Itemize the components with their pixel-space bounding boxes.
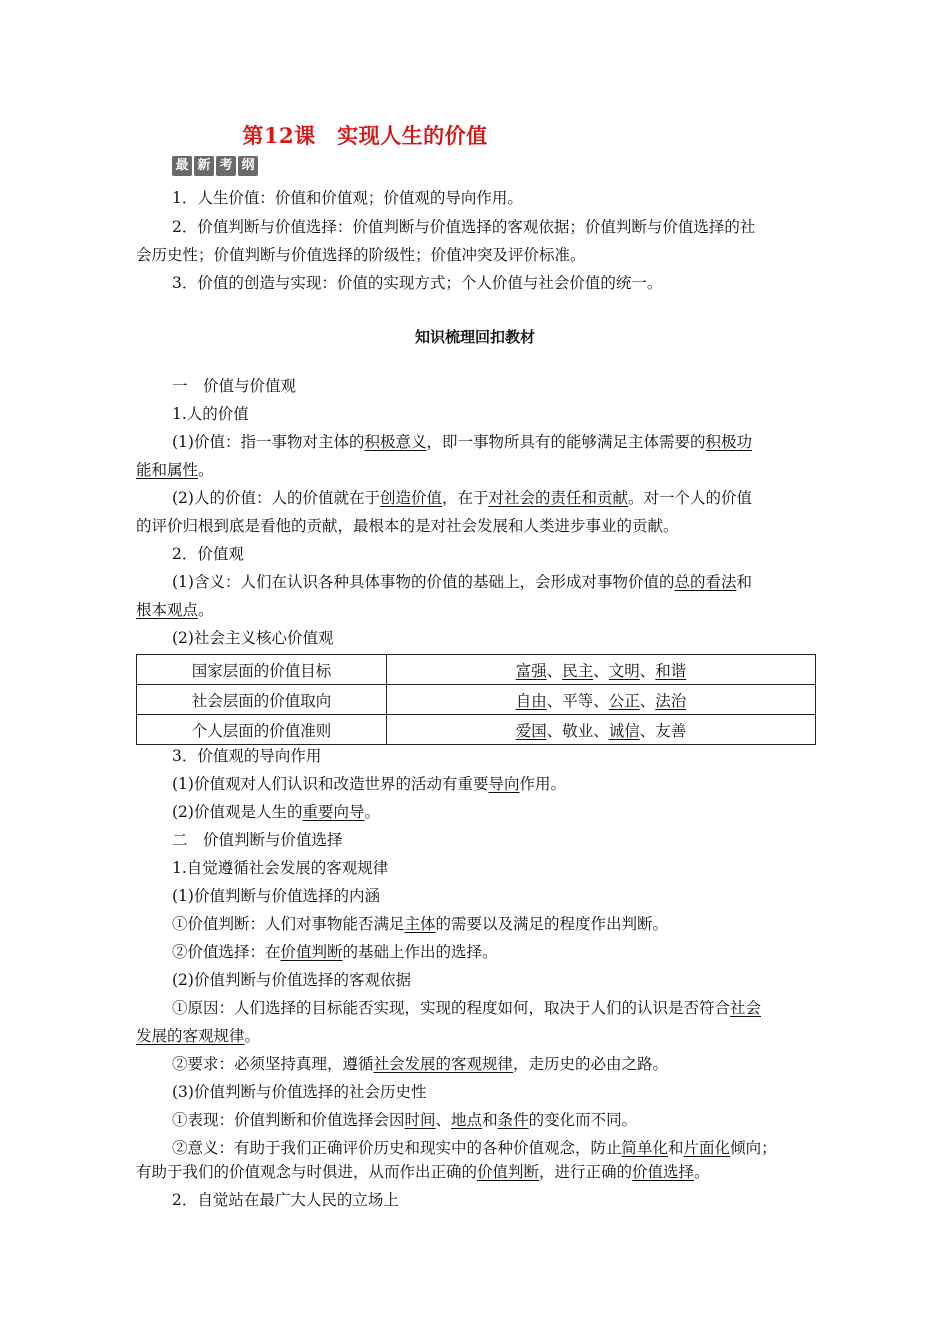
- text: ②要求：必须坚持真理，遵循: [172, 1055, 374, 1073]
- text: 。: [198, 461, 214, 479]
- key-term: 积极意义: [364, 433, 427, 451]
- subheading: 1.人的价值: [172, 405, 249, 423]
- text: (2)人的价值：人的价值就在于: [172, 489, 380, 507]
- text: 和: [736, 573, 752, 591]
- key-term: 价值选择: [632, 1163, 695, 1181]
- key-term: 主体: [404, 915, 436, 933]
- text: ，在于: [441, 489, 489, 507]
- text: 倾向；: [730, 1139, 777, 1157]
- paragraph: (1)价值判断与价值选择的内涵: [172, 887, 380, 905]
- text: ②价值选择：在: [172, 943, 281, 961]
- text: 的变化而不同。: [528, 1111, 638, 1129]
- text: (1)价值：指一事物对主体的: [172, 433, 365, 451]
- table-cell-label: 国家层面的价值目标: [137, 655, 387, 685]
- key-term: 条件: [497, 1111, 529, 1129]
- text: ，进行正确的: [539, 1163, 633, 1181]
- subheading: 2．价值观: [172, 545, 244, 563]
- paragraph: [136, 998, 761, 1018]
- key-term: 能和属性: [136, 461, 199, 479]
- text: (1)价值观对人们认识和改造世界的活动有重要: [172, 775, 489, 793]
- key-term: 总的看法: [674, 573, 737, 591]
- key-term: 价值判断: [477, 1163, 540, 1181]
- paragraph: [136, 432, 752, 452]
- text: ，走历史的必由之路。: [513, 1055, 669, 1073]
- key-term: 对社会的责任和贡献: [488, 489, 629, 507]
- paragraph: [136, 1162, 710, 1182]
- paragraph: [136, 1110, 637, 1130]
- key-term: 文明: [608, 661, 640, 680]
- text: 。: [198, 601, 214, 619]
- table-cell-values: 自由、平等、公正、法治: [387, 685, 816, 715]
- key-term: 自由: [515, 691, 547, 710]
- text: 。: [694, 1163, 710, 1181]
- paragraph: [136, 572, 752, 592]
- table-cell-label: 个人层面的价值准则: [137, 715, 387, 745]
- text: 作用。: [519, 775, 566, 793]
- key-term: 社会发展的客观规律: [373, 1055, 514, 1073]
- core-values-table: [136, 654, 816, 745]
- page-title: 第12课 实现人生的价值: [242, 123, 488, 148]
- paragraph: (2)价值判断与价值选择的客观依据: [172, 971, 411, 989]
- badge-char: 最: [172, 156, 192, 176]
- outline-item: 3．价值的创造与实现：价值的实现方式；个人价值与社会价值的统一。: [172, 274, 663, 292]
- text: 。对一个人的价值: [628, 489, 753, 507]
- key-term: 创造价值: [379, 489, 442, 507]
- key-term: 富强: [515, 661, 547, 680]
- key-term: 价值判断: [280, 943, 343, 961]
- key-term: 社会: [730, 999, 762, 1017]
- key-term: 爱国: [515, 721, 547, 740]
- key-term: 发展的客观规律: [136, 1027, 245, 1045]
- text: ①表现：价值判断和价值选择会因: [172, 1111, 405, 1129]
- table-row: [137, 685, 816, 715]
- key-term: 片面化: [683, 1139, 731, 1157]
- text: (1)含义：人们在认识各种具体事物的价值的基础上，会形成对事物价值的: [172, 573, 675, 591]
- key-term: 和谐: [655, 661, 687, 680]
- outline-item: 会历史性；价值判断与价值选择的阶级性；价值冲突及评价标准。: [136, 246, 586, 264]
- paragraph: [136, 1026, 260, 1046]
- table-cell-values: 爱国、敬业、诚信、友善: [387, 715, 816, 745]
- subheading: 2．自觉站在最广大人民的立场上: [172, 1191, 399, 1209]
- paragraph: [136, 488, 752, 508]
- paragraph: [136, 1138, 777, 1158]
- table-row: [137, 655, 816, 685]
- badge-char: 纲: [238, 156, 258, 176]
- badge-char: 新: [194, 156, 214, 176]
- part1-heading: 一 价值与价值观: [172, 377, 297, 395]
- value-text: 平等: [562, 691, 594, 710]
- key-term: 积极功: [705, 433, 753, 451]
- key-term: 公正: [608, 691, 640, 710]
- subheading: 3．价值观的导向作用: [172, 747, 322, 765]
- key-term: 地点: [451, 1111, 483, 1129]
- paragraph: (3)价值判断与价值选择的社会历史性: [172, 1083, 427, 1101]
- badge-char: 考: [216, 156, 236, 176]
- key-term: 时间: [404, 1111, 436, 1129]
- text: ，即一事物所具有的能够满足主体需要的: [426, 433, 706, 451]
- table-cell-label: 社会层面的价值取向: [137, 685, 387, 715]
- text: 的基础上作出的选择。: [342, 943, 498, 961]
- key-term: 简单化: [621, 1139, 669, 1157]
- text: ①原因：人们选择的目标能否实现，实现的程度如何，取决于人们的认识是否符合: [172, 999, 731, 1017]
- key-term: 民主: [562, 661, 594, 680]
- paragraph: [136, 942, 498, 962]
- part2-heading: 二 价值判断与价值选择: [172, 831, 343, 849]
- paragraph: [136, 600, 214, 620]
- text: (2)价值观是人生的: [172, 803, 303, 821]
- paragraph: [136, 914, 668, 934]
- paragraph: [136, 460, 214, 480]
- text: 和: [668, 1139, 684, 1157]
- key-term: 导向: [488, 775, 520, 793]
- key-term: 重要向导: [302, 803, 365, 821]
- subheading: 1.自觉遵循社会发展的客观规律: [172, 859, 389, 877]
- text: 。: [364, 803, 380, 821]
- text: 的需要以及满足的程度作出判断。: [435, 915, 669, 933]
- outline-item: 2．价值判断与价值选择：价值判断与价值选择的客观依据；价值判断与价值选择的社: [172, 218, 756, 236]
- key-term: 诚信: [608, 721, 640, 740]
- paragraph: [136, 774, 566, 794]
- value-text: 友善: [655, 721, 687, 740]
- text: 。: [244, 1027, 261, 1045]
- text: ①价值判断：人们对事物能否满足: [172, 915, 405, 933]
- exam-outline-badge: [172, 156, 258, 176]
- table-cell-values: 富强、民主、文明、和谐: [387, 655, 816, 685]
- paragraph: [136, 1054, 668, 1074]
- text: 、: [435, 1111, 452, 1129]
- paragraph: [136, 802, 380, 822]
- section-heading: 知识梳理回扣教材: [414, 328, 535, 346]
- key-term: 法治: [655, 691, 687, 710]
- outline-item: 1．人生价值：价值和价值观；价值观的导向作用。: [172, 189, 523, 207]
- text: 有助于我们的价值观念与时俱进，从而作出正确的: [136, 1163, 478, 1181]
- key-term: 根本观点: [136, 601, 199, 619]
- paragraph: (2)社会主义核心价值观: [172, 629, 334, 647]
- paragraph: 的评价归根到底是看他的贡献，最根本的是对社会发展和人类进步事业的贡献。: [136, 517, 679, 535]
- text: ②意义：有助于我们正确评价历史和现实中的各种价值观念，防止: [172, 1139, 622, 1157]
- text: 和: [482, 1111, 498, 1129]
- table-row: [137, 715, 816, 745]
- value-text: 敬业: [562, 721, 594, 740]
